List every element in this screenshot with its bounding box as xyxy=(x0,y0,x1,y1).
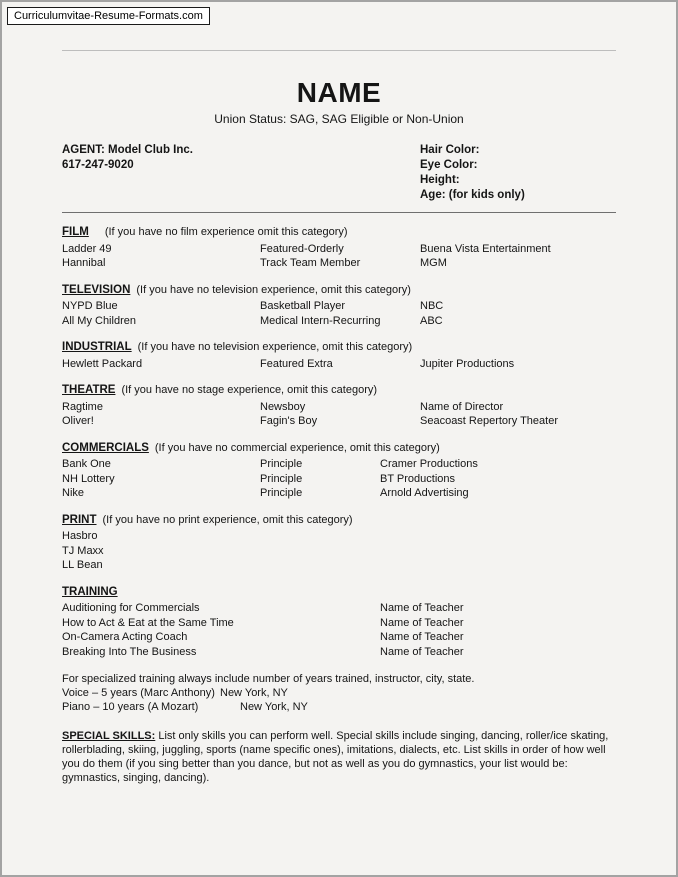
credit-project: Hewlett Packard xyxy=(62,357,143,370)
section-print xyxy=(62,513,616,573)
credit-company: ABC xyxy=(420,314,443,327)
credit-project: Ladder 49 xyxy=(62,242,112,255)
section-industrial xyxy=(62,340,616,371)
print-client xyxy=(62,558,616,573)
training-class: How to Act & Eat at the Same Time xyxy=(62,616,234,629)
resume-name: NAME xyxy=(296,77,382,108)
credit-project: Oliver! xyxy=(62,415,94,427)
section-note: (If you have no film experience omit this category) xyxy=(104,226,348,238)
header-divider xyxy=(62,212,616,213)
section-television xyxy=(62,283,616,329)
credit-row xyxy=(62,256,616,271)
credit-row xyxy=(62,414,616,429)
site-watermark: Curriculumvitae-Resume-Formats.com xyxy=(7,7,210,25)
training-note: For specialized training always include number of years trained, instructor, city, state. xyxy=(62,673,475,685)
special-skills-title: SPECIAL SKILLS: xyxy=(62,730,156,742)
credit-row xyxy=(62,357,616,372)
training-location: New York, NY xyxy=(240,701,308,713)
attributes-block xyxy=(420,143,525,203)
section-heading xyxy=(62,340,616,355)
print-client xyxy=(62,544,616,559)
section-title: THEATRE xyxy=(62,384,116,396)
height-label: Height: xyxy=(420,174,460,186)
credit-project: Nike xyxy=(62,487,85,499)
training-row xyxy=(62,630,616,645)
special-skills-body: List only skills you can perform well. Special skills include singing, dancing, roller/ice skating, rollerblading, skiing, juggling, sports (name specific ones), imitations, dialects, etc. List skills in order of how well you do them (if you sing better than you dance, but not as well as you do gymnastics, your list would be: gymnastics, singing, dancing). xyxy=(62,730,609,784)
resume-document xyxy=(2,2,676,785)
credit-company: Name of Director xyxy=(420,400,504,413)
credit-project: Hannibal xyxy=(62,257,106,269)
section-title: PRINT xyxy=(62,513,97,526)
training-teacher: Name of Teacher xyxy=(380,645,464,658)
credit-row xyxy=(62,242,616,257)
section-note: (If you have no print experience, omit this category) xyxy=(102,513,353,526)
credit-company: Seacoast Repertory Theater xyxy=(420,415,558,427)
training-teacher: Name of Teacher xyxy=(380,602,464,614)
section-training xyxy=(62,585,616,660)
training-location: New York, NY xyxy=(220,687,288,699)
credit-row xyxy=(62,314,616,329)
training-row xyxy=(62,645,616,660)
agent-name: AGENT: Model Club Inc. xyxy=(62,144,193,156)
training-row xyxy=(62,601,616,616)
section-title: COMMERCIALS xyxy=(62,441,149,454)
training-class: Auditioning for Commercials xyxy=(62,602,200,614)
credit-role: Basketball Player xyxy=(260,300,345,312)
section-note: (If you have no television experience, omit this category) xyxy=(137,341,413,353)
credit-row xyxy=(62,472,616,487)
section-heading xyxy=(62,225,616,240)
agent-block xyxy=(62,143,420,203)
training-class: Breaking Into The Business xyxy=(62,645,197,658)
credit-role: Principle xyxy=(260,487,303,499)
section-heading xyxy=(62,383,616,398)
section-title: INDUSTRIAL xyxy=(62,341,132,353)
age-label: Age: (for kids only) xyxy=(420,189,525,201)
eye-color-label: Eye Color: xyxy=(420,159,478,171)
section-theatre xyxy=(62,383,616,429)
credit-role: Fagin's Boy xyxy=(260,415,318,427)
hair-color-label: Hair Color: xyxy=(420,144,480,156)
credit-row xyxy=(62,299,616,314)
section-heading xyxy=(62,441,616,456)
credit-company: Jupiter Productions xyxy=(420,357,515,370)
agent-phone: 617-247-9020 xyxy=(62,159,134,171)
section-title: TRAINING xyxy=(62,585,118,598)
print-client xyxy=(62,529,616,544)
credit-role: Track Team Member xyxy=(260,257,361,269)
section-commercials xyxy=(62,441,616,501)
credit-company: NBC xyxy=(420,300,444,312)
training-detail-row xyxy=(62,700,616,714)
credit-role: Newsboy xyxy=(260,400,306,413)
training-teacher: Name of Teacher xyxy=(380,631,464,643)
section-title: FILM xyxy=(62,226,89,238)
section-film xyxy=(62,225,616,271)
training-row xyxy=(62,616,616,631)
credit-project: TJ Maxx xyxy=(62,544,104,557)
credit-project: Bank One xyxy=(62,458,111,470)
credit-role: Medical Intern-Recurring xyxy=(260,314,381,327)
section-heading xyxy=(62,585,616,600)
credit-role: Principle xyxy=(260,458,303,470)
credit-role: Featured-Orderly xyxy=(260,242,344,255)
credit-role: Featured Extra xyxy=(260,357,333,370)
credit-project: NH Lottery xyxy=(62,472,115,485)
credit-company: Arnold Advertising xyxy=(380,487,469,499)
credit-company: MGM xyxy=(420,257,447,269)
credit-project: LL Bean xyxy=(62,559,103,571)
section-title: TELEVISION xyxy=(62,283,131,296)
credit-company: Cramer Productions xyxy=(380,458,478,470)
credit-project: NYPD Blue xyxy=(62,300,118,312)
training-detail: Piano – 10 years (A Mozart) xyxy=(62,701,199,713)
contact-info-row xyxy=(62,143,616,203)
credit-project: All My Children xyxy=(62,314,136,327)
training-teacher: Name of Teacher xyxy=(380,616,464,629)
credit-role: Principle xyxy=(260,472,303,485)
credit-row xyxy=(62,457,616,472)
credit-project: Hasbro xyxy=(62,530,98,542)
special-skills-paragraph xyxy=(62,729,616,785)
credit-company: Buena Vista Entertainment xyxy=(420,242,551,255)
section-note: (If you have no commercial experience, omit this category) xyxy=(154,441,440,454)
section-heading xyxy=(62,513,616,528)
credit-company: BT Productions xyxy=(380,472,456,485)
training-class: On-Camera Acting Coach xyxy=(62,631,188,643)
credit-project: Ragtime xyxy=(62,400,103,413)
section-heading xyxy=(62,283,616,298)
credit-row xyxy=(62,400,616,415)
top-divider xyxy=(62,50,616,51)
section-note: (If you have no stage experience, omit this category) xyxy=(121,384,378,396)
section-note: (If you have no television experience, omit this category) xyxy=(136,283,411,296)
training-detail: Voice – 5 years (Marc Anthony) xyxy=(62,687,215,699)
union-status: Union Status: SAG, SAG Eligible or Non-Union xyxy=(214,112,464,126)
training-detail-row xyxy=(62,686,616,700)
credit-row xyxy=(62,486,616,501)
